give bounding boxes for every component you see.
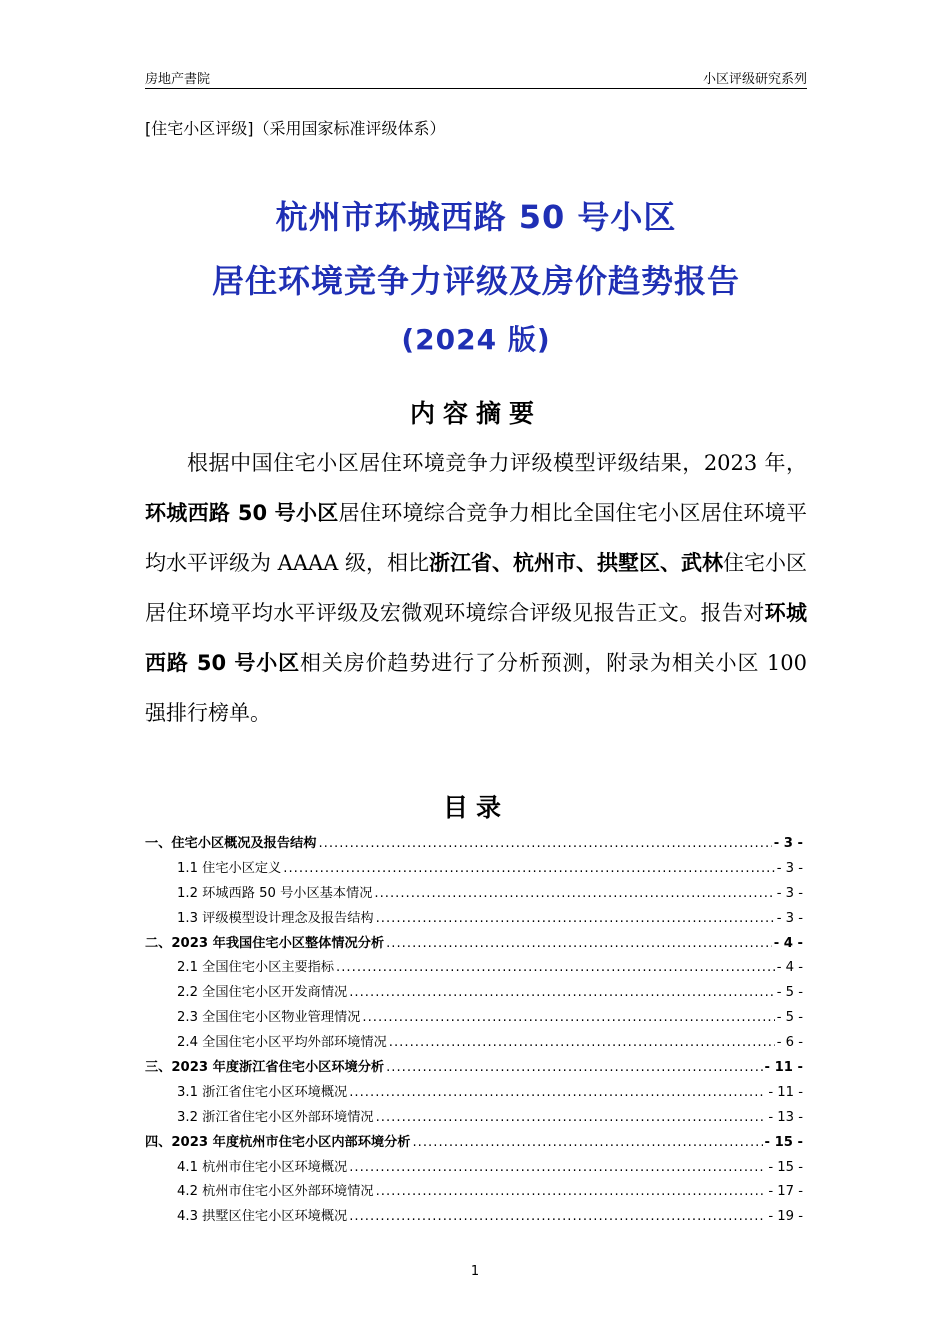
toc-entry-page: - 3 - [776, 885, 803, 901]
page-number: 1 [470, 1264, 480, 1279]
table-of-contents [145, 832, 807, 1230]
toc-entry[interactable] [145, 882, 807, 907]
toc-entry-label: 四、2023 年度杭州市住宅小区内部环境分析 [145, 1134, 411, 1150]
toc-entry-label: 2.2 全国住宅小区开发商情况 [177, 985, 348, 1001]
toc-entry[interactable] [145, 857, 807, 882]
toc-leader [349, 985, 774, 1000]
toc-leader [412, 1135, 762, 1150]
toc-entry-label: 2.3 全国住宅小区物业管理情况 [177, 1010, 361, 1026]
toc-leader [376, 911, 775, 926]
summary-p2d: 浙江省、杭州市、拱墅区、武林 [429, 551, 724, 575]
toc-entry-page: - 4 - [773, 935, 803, 951]
toc-entry[interactable] [145, 1081, 807, 1106]
toc-leader [349, 1209, 766, 1224]
toc-entry-page: - 6 - [776, 1035, 803, 1051]
rating-tag: [住宅小区评级]（采用国家标准评级体系） [145, 119, 446, 138]
page-header [145, 66, 807, 89]
toc-leader [376, 1110, 767, 1125]
toc-entry[interactable] [145, 1131, 807, 1156]
report-title-line1: 杭州市环城西路 50 号小区 [275, 198, 677, 236]
toc-leader [374, 886, 774, 901]
toc-entry-label: 4.2 杭州市住宅小区外部环境情况 [177, 1184, 374, 1200]
toc-entry-page: - 3 - [776, 860, 803, 876]
summary-heading: 内容摘要 [409, 399, 542, 428]
toc-leader [362, 1010, 774, 1025]
toc-entry[interactable] [145, 956, 807, 981]
toc-entry-page: - 11 - [764, 1060, 803, 1076]
toc-entry-label: 三、2023 年度浙江省住宅小区环境分析 [145, 1060, 385, 1076]
toc-entry[interactable] [145, 981, 807, 1006]
toc-entry-label: 3.1 浙江省住宅小区环境概况 [177, 1084, 348, 1100]
toc-entry-label: 3.2 浙江省住宅小区外部环境情况 [177, 1109, 374, 1125]
toc-entry[interactable] [145, 1056, 807, 1081]
toc-entry-page: - 11 - [768, 1084, 803, 1100]
header-series: 小区评级研究系列 [702, 72, 807, 87]
toc-entry-label: 1.2 环城西路 50 号小区基本情况 [177, 885, 373, 901]
toc-entry[interactable] [145, 1205, 807, 1230]
toc-entry-page: - 3 - [776, 910, 803, 926]
toc-entry-page: - 5 - [776, 1010, 803, 1026]
toc-entry-page: - 13 - [768, 1109, 803, 1125]
toc-leader [389, 1035, 775, 1050]
summary-p2b: 环城西路 50 号小区 [145, 501, 339, 525]
toc-entry[interactable] [145, 1106, 807, 1131]
summary-p2f: 环城西路 50 号小区 [145, 601, 808, 675]
toc-entry[interactable] [145, 932, 807, 957]
toc-leader [336, 960, 775, 975]
toc-entry-label: 二、2023 年我国住宅小区整体情况分析 [145, 935, 385, 951]
toc-entry[interactable] [145, 832, 807, 857]
toc-entry[interactable] [145, 1156, 807, 1181]
toc-entry[interactable] [145, 1180, 807, 1205]
toc-entry-label: 4.1 杭州市住宅小区环境概况 [177, 1159, 348, 1175]
toc-entry[interactable] [145, 1031, 807, 1056]
toc-entry-label: 1.3 评级模型设计理念及报告结构 [177, 910, 374, 926]
toc-entry[interactable] [145, 907, 807, 932]
toc-leader [283, 861, 774, 876]
summary-text [145, 438, 807, 738]
toc-entry-page: - 5 - [776, 985, 803, 1001]
toc-leader [318, 836, 771, 851]
toc-entry-page: - 15 - [768, 1159, 803, 1175]
toc-entry-page: - 15 - [764, 1134, 803, 1150]
toc-entry-label: 4.3 拱墅区住宅小区环境概况 [177, 1209, 348, 1225]
report-title-line2: 居住环境竞争力评级及房价趋势报告 [211, 262, 740, 300]
toc-entry-page: - 3 - [773, 836, 803, 851]
toc-leader [376, 1184, 767, 1199]
toc-leader [349, 1085, 766, 1100]
toc-leader [349, 1160, 766, 1175]
toc-heading: 目录 [442, 793, 509, 822]
header-publisher: 房地产書院 [145, 72, 211, 87]
toc-entry-label: 1.1 住宅小区定义 [177, 860, 282, 876]
toc-leader [386, 936, 772, 951]
summary-p2e: 住宅小区居住环境平均水平评级及宏微观环境综合评级见报告正文。报告对 [145, 551, 808, 625]
toc-entry-label: 2.1 全国住宅小区主要指标 [177, 960, 335, 976]
toc-leader [386, 1060, 762, 1075]
toc-entry-page: - 19 - [768, 1209, 803, 1225]
toc-entry-label: 2.4 全国住宅小区平均外部环境情况 [177, 1035, 387, 1051]
summary-paragraph [145, 438, 807, 738]
summary-p1: 根据中国住宅小区居住环境竞争力评级模型评级结果， [187, 451, 704, 475]
summary-p2a: 2023 年， [703, 451, 807, 475]
toc-entry[interactable] [145, 1006, 807, 1031]
toc-entry-page: - 4 - [776, 960, 803, 976]
toc-entry-page: - 17 - [768, 1184, 803, 1200]
report-edition: (2024 版) [401, 323, 551, 356]
summary-p2c: 居住环境综合竞争力相比全国住宅小区居住环境平均水平评级为 AAAA 级，相比 [145, 501, 807, 575]
summary-p2g: 相关房价趋势进行了分析预测，附录为相关小区 100 强排行榜单。 [145, 651, 807, 725]
toc-entry-label: 一、住宅小区概况及报告结构 [145, 836, 317, 851]
